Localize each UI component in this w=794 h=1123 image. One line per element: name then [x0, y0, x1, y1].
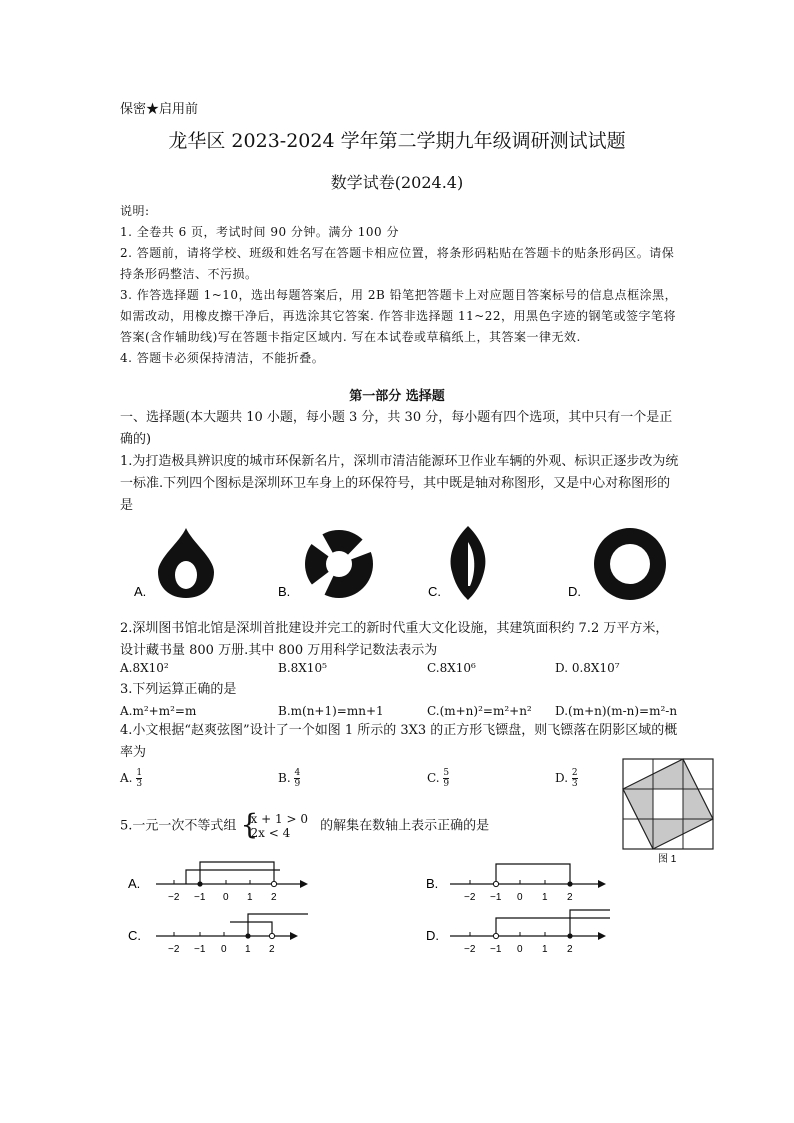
q3-option-b: B.m(n+1)=mn+1 [278, 704, 384, 718]
numberline-b [426, 864, 606, 903]
section-intro: 一、选择题(本大题共 10 小题，每小题 3 分，共 30 分，每小题有四个选项，其中只有一个是正确的) [120, 410, 673, 447]
svg-text:−2: −2 [168, 892, 180, 903]
symbol-a-drop-icon [158, 528, 214, 598]
svg-text:2: 2 [567, 892, 573, 903]
q2-option-c: C.8X10⁶ [427, 661, 476, 675]
exam-title: 龙华区 2023-2024 学年第二学期九年级调研测试试题 [168, 130, 626, 152]
q1-label-b: B. [278, 584, 291, 599]
instruction-item: 4. 答题卡必须保持清洁，不能折叠。 [120, 351, 325, 365]
svg-text:1: 1 [542, 892, 548, 903]
svg-text:−1: −1 [194, 892, 206, 903]
svg-text:−1: −1 [490, 892, 502, 903]
q1-symbols [120, 520, 680, 605]
svg-text:1: 1 [247, 892, 253, 903]
svg-text:C.: C. [128, 928, 141, 943]
svg-text:0: 0 [221, 944, 227, 955]
q4-option-a: A. $\frac{1}{3}$ [120, 768, 143, 789]
q4-text: 4.小文根据“赵爽弦图”设计了一个如图 1 所示的 3X3 的正方形飞镖盘，则飞镖落在阴影区域的概率为 [120, 723, 678, 760]
svg-text:−1: −1 [194, 944, 206, 955]
q4-option-d: D. $\frac{2}{3}$ [555, 768, 578, 789]
symbol-b-pinwheel-icon [305, 530, 376, 598]
svg-text:−1: −1 [490, 944, 502, 955]
svg-text:0: 0 [517, 944, 523, 955]
numberline-a [128, 862, 308, 903]
svg-text:2: 2 [269, 944, 275, 955]
svg-text:−2: −2 [464, 892, 476, 903]
q5-number-lines [120, 852, 620, 962]
svg-text:2: 2 [567, 944, 573, 955]
exam-subtitle: 数学试卷(2024.4) [330, 173, 464, 192]
symbol-c-leaf-icon [451, 526, 486, 600]
figure-1-caption: 图 1 [658, 854, 677, 865]
svg-text:−2: −2 [168, 944, 180, 955]
figure-1-dartboard [618, 754, 718, 866]
svg-text:B.: B. [426, 876, 439, 891]
svg-text:0: 0 [517, 892, 523, 903]
svg-text:1: 1 [245, 944, 251, 955]
svg-text:2: 2 [271, 892, 277, 903]
q1-label-c: C. [428, 584, 441, 599]
numberline-c [128, 914, 308, 955]
svg-text:1: 1 [542, 944, 548, 955]
q2-option-a: A.8X10² [120, 661, 169, 675]
dartboard-center-square [653, 789, 683, 819]
q4-option-b: B. $\frac{4}{9}$ [278, 768, 301, 789]
inequality-system: { x + 1 > 0 2x < 4 [240, 808, 308, 841]
q2-option-b: B.8X10⁵ [278, 661, 327, 675]
q1-label-d: D. [568, 584, 581, 599]
svg-text:A.: A. [128, 876, 141, 891]
q2-option-d: D. 0.8X10⁷ [555, 661, 620, 675]
q1-label-a: A. [134, 584, 147, 599]
q1-text: 1.为打造极具辨识度的城市环保新名片，深圳市清洁能源环卫作业车辆的外观、标识正逐步改为统一标准.下列四个图标是深圳环卫车身上的环保符号，其中既是轴对称图形，又是中心对称图形的是 [120, 454, 679, 513]
instructions-heading: 说明: [120, 204, 150, 218]
instruction-item: 3. 作答选择题 1~10，选出每题答案后，用 2B 铅笔把答题卡上对应题目答案标号的信息点框涂黑，如需改动，用橡皮擦干净后，再选涂其它答案. 作答非选择题 11~22，用黑色字迹的钢笔或签字笔将答案(含作辅助线)写在答题卡指定区域内. 写在本试卷或草稿纸上，其答案一律无效. [120, 288, 678, 344]
instruction-item: 1. 全卷共 6 页，考试时间 90 分钟。满分 100 分 [120, 225, 399, 239]
q2-text: 2.深圳图书馆北馆是深圳首批建设并完工的新时代重大文化设施，其建筑面积约 7.2 万平方米，设计藏书量 800 万册.其中 800 万用科学记数法表示为 [120, 621, 669, 658]
part1-heading: 第一部分 选择题 [349, 389, 445, 404]
q3-option-a: A.m²+m²=m [120, 704, 197, 718]
instruction-item: 2. 答题前，请将学校、班级和姓名写在答题卡相应位置，将条形码粘贴在答题卡的贴条形码区。请保持条形码整洁、不污损。 [120, 246, 675, 281]
symbol-d-ring-icon [594, 528, 666, 600]
q3-option-c: C.(m+n)²=m²+n² [427, 704, 532, 718]
q5-text: 5.一元一次不等式组 { x + 1 > 0 2x < 4 的解集在数轴上表示正确的是 [120, 808, 490, 841]
q3-option-d: D.(m+n)(m-n)=m²-n [555, 704, 678, 718]
svg-text:−2: −2 [464, 944, 476, 955]
svg-text:0: 0 [223, 892, 229, 903]
svg-text:D.: D. [426, 928, 439, 943]
numberline-d [426, 910, 610, 955]
instructions [120, 201, 680, 369]
confidential-mark: 保密★启用前 [120, 102, 199, 117]
q4-option-c: C. $\frac{5}{9}$ [427, 768, 450, 789]
q3-text: 3.下列运算正确的是 [120, 682, 237, 697]
